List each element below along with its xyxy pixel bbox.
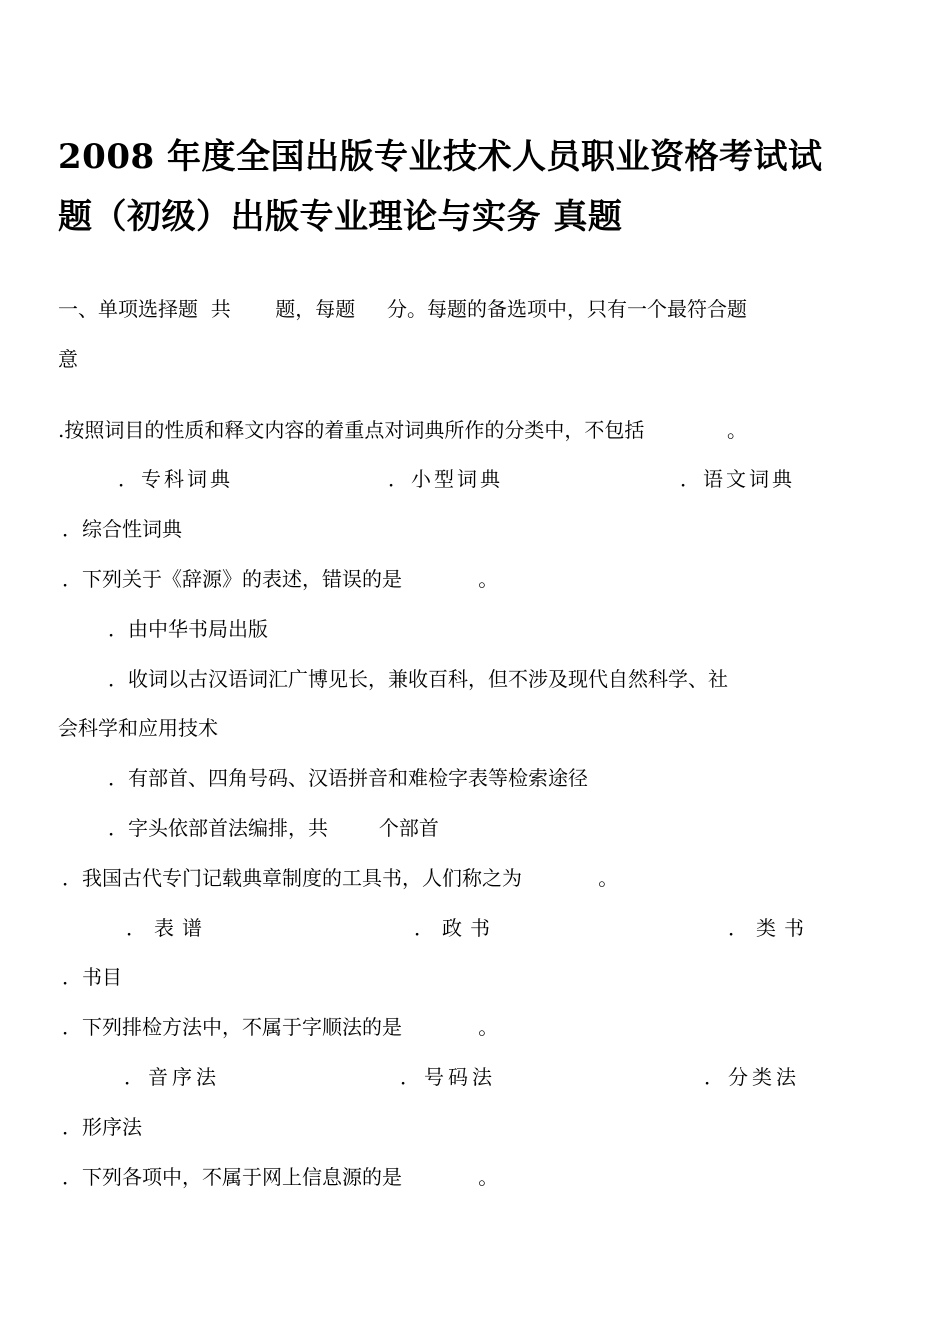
question-2-option-b-continued: 会科学和应用技术 [58, 716, 218, 740]
question-2-option-c: ．有部首、四角号码、汉语拼音和难检字表等检索途径 [108, 766, 588, 790]
question-4-option-b: ．号码法 [400, 1065, 496, 1089]
question-1-stem: .按照词目的性质和释文内容的着重点对词典所作的分类中，不包括 。 [58, 418, 748, 442]
question-1-option-b: ．小型词典 [388, 467, 503, 491]
question-3-stem: ．我国古代专门记载典章制度的工具书，人们称之为 。 [62, 866, 619, 890]
question-3-option-d: ．书目 [62, 965, 122, 989]
document-title-line-1: 2008 年度全国出版专业技术人员职业资格考试试 [58, 137, 823, 177]
question-4-option-c: ．分类法 [704, 1065, 800, 1089]
question-4-option-a: ．音序法 [124, 1065, 220, 1089]
question-3-option-a: ．表谱 [126, 916, 210, 940]
question-1-option-d: ．综合性词典 [62, 517, 182, 541]
question-3-option-c: ．类书 [728, 916, 812, 940]
question-4-stem: ．下列排检方法中，不属于字顺法的是 。 [62, 1015, 499, 1039]
question-1-option-c: ．语文词典 [680, 467, 795, 491]
document-title-line-2: 题（初级）出版专业理论与实务 真题 [58, 197, 623, 237]
question-4-option-d: ．形序法 [62, 1115, 142, 1139]
section-heading-line-2: 意 [58, 347, 78, 371]
question-2-stem: ．下列关于《辞源》的表述，错误的是 。 [62, 567, 499, 591]
question-1-option-a: ．专科词典 [118, 467, 233, 491]
question-3-option-b: ．政书 [414, 916, 498, 940]
question-5-stem: ．下列各项中，不属于网上信息源的是 。 [62, 1165, 499, 1189]
question-2-option-d: ．字头依部首法编排，共 个部首 [108, 816, 439, 840]
section-heading-line-1: 一、单项选择题 共 题，每题 分。每题的备选项中，只有一个最符合题 [58, 297, 748, 321]
question-2-option-b: ．收词以古汉语词汇广博见长，兼收百科，但不涉及现代自然科学、社 [108, 667, 728, 691]
question-2-option-a: ．由中华书局出版 [108, 617, 268, 641]
